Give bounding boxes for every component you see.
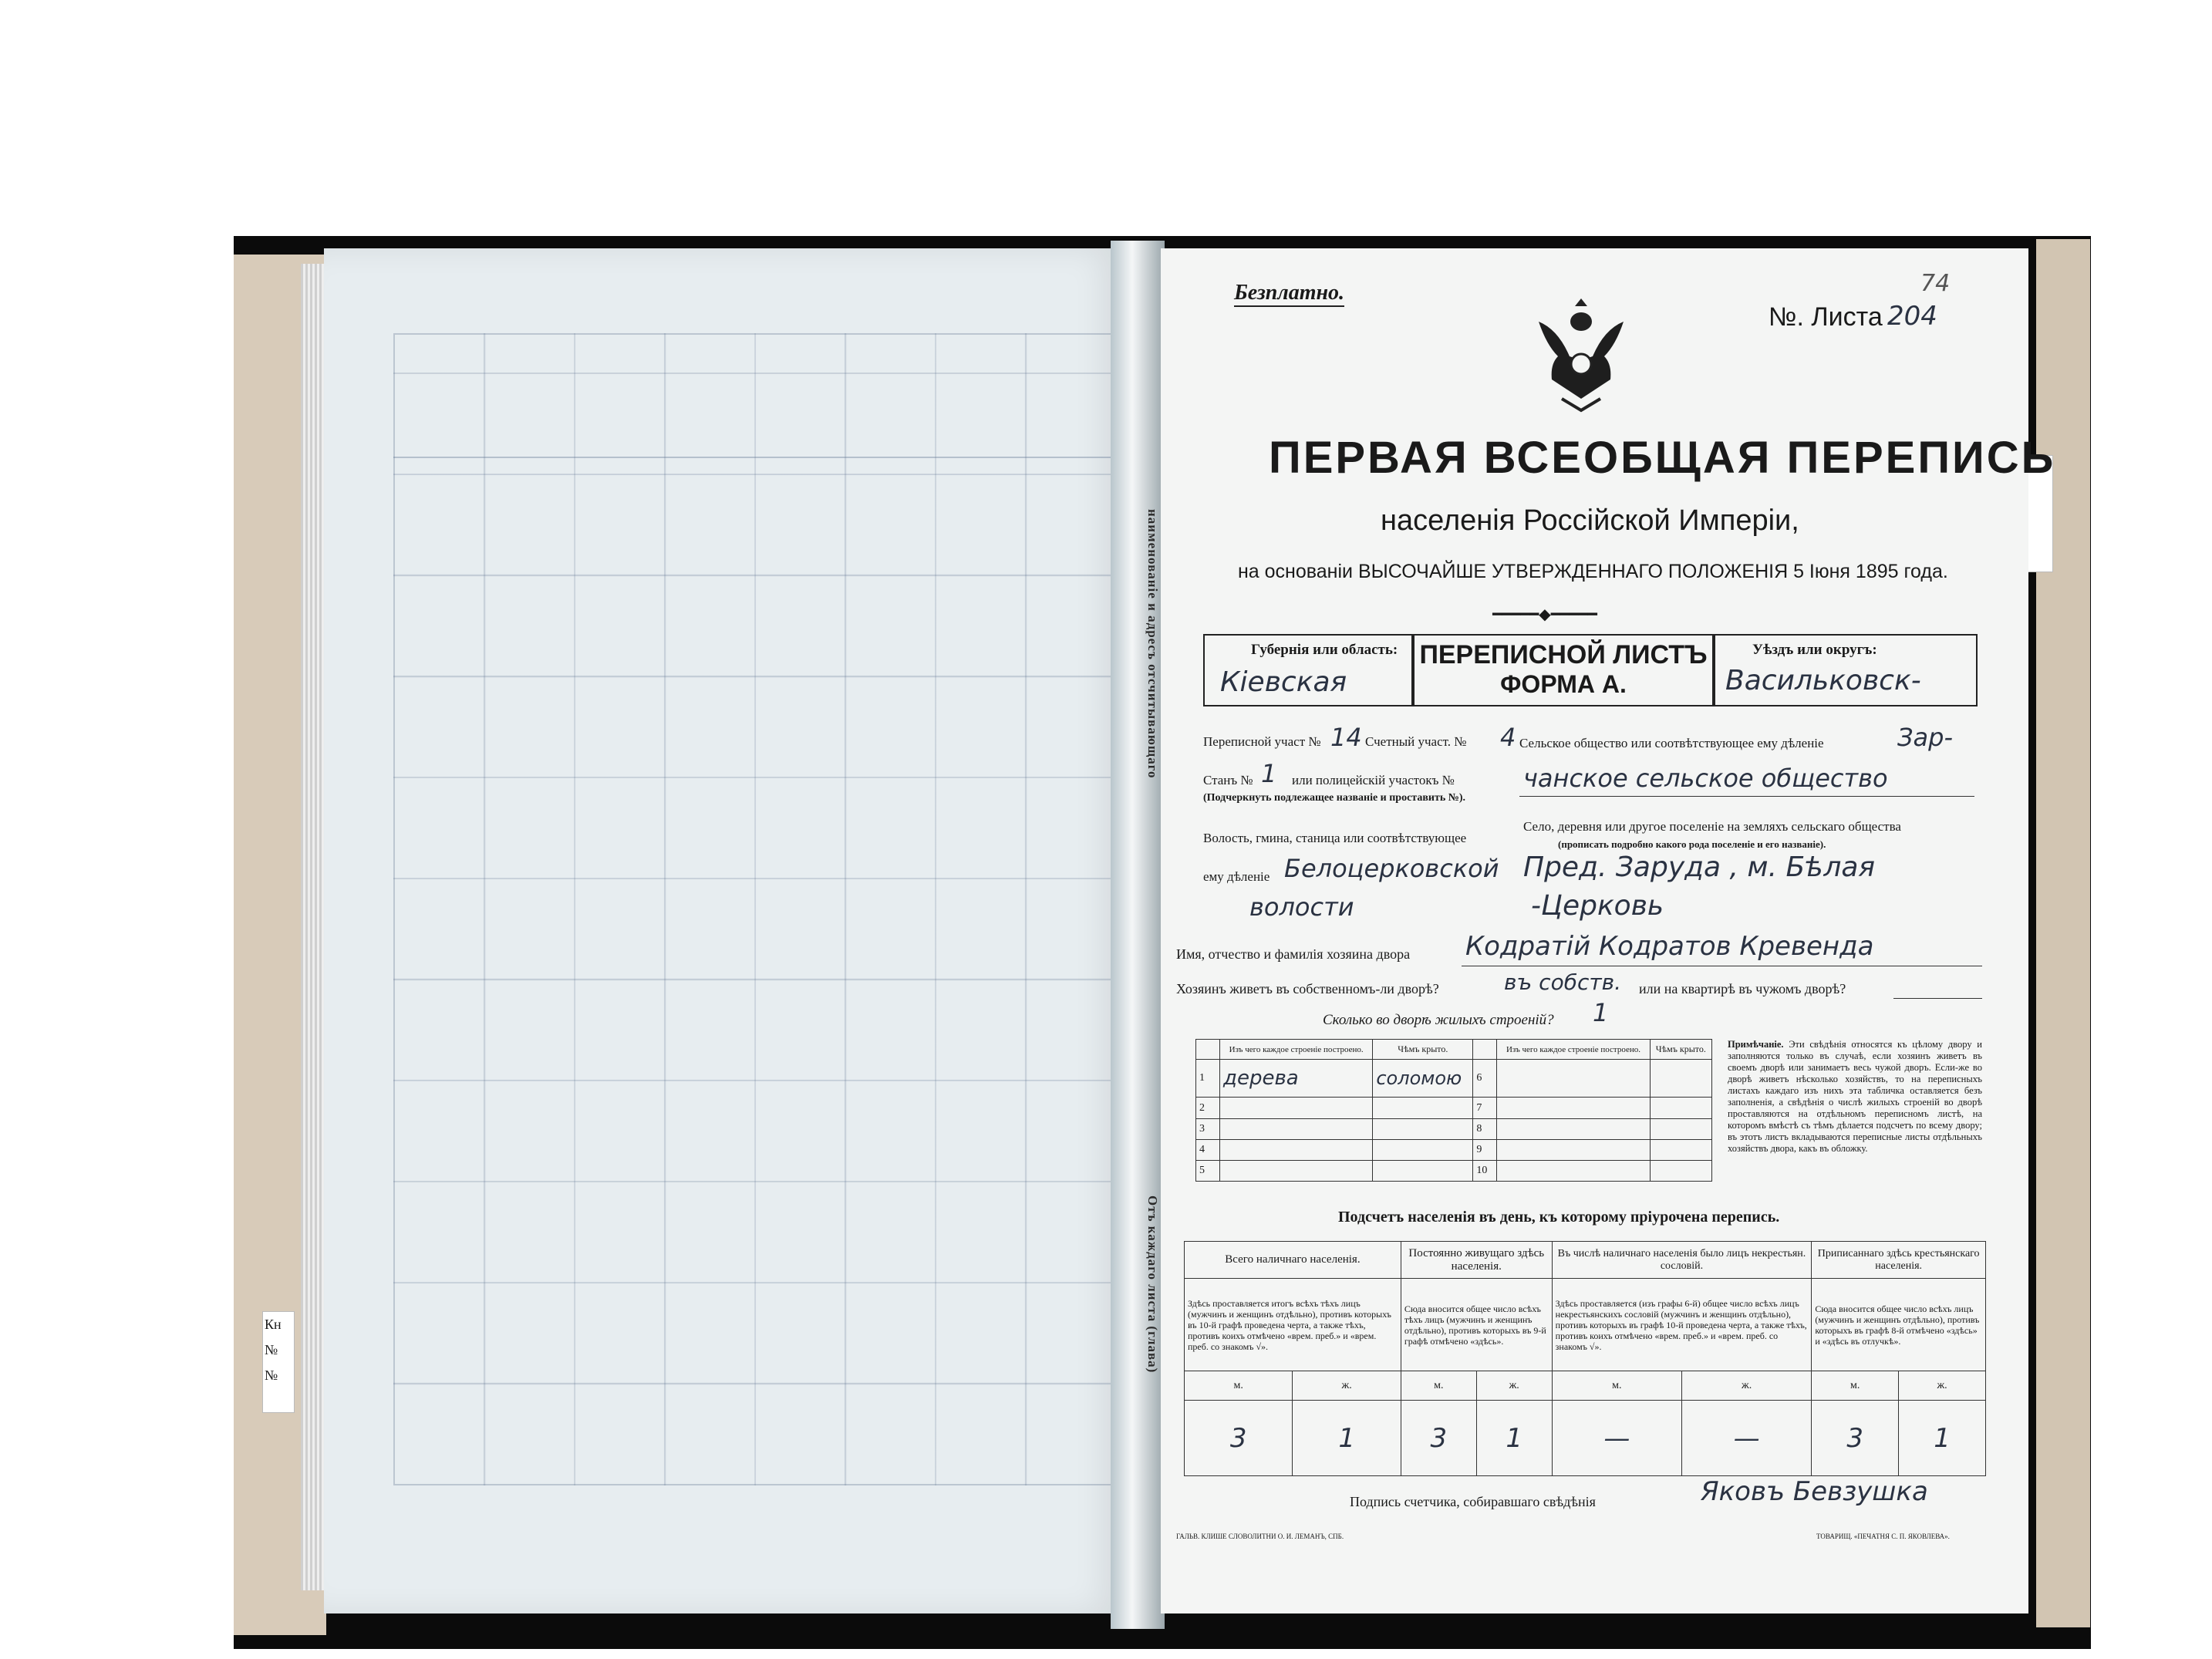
material-header: Изъ чего каждое строеніе построено. [1220, 1040, 1373, 1060]
total-present-note: Здѣсь проставляется итогъ всѣхъ тѣхъ лицъ (мужчинъ и женщинъ отдѣльно), противъ которыхъ въ 10-й графѣ проведена черта, а также тѣхъ, противъ коихъ отмѣчено «врем. преб.» и «врем. преб. со знакомъ √». [1185, 1279, 1401, 1371]
row1-roof: соломою [1373, 1060, 1473, 1098]
underline-note: (Подчеркнуть подлежащее названіе и проставить №). [1203, 792, 1465, 804]
count-value: 1 [1899, 1401, 1986, 1476]
count-title: Подсчетъ населенія въ день, къ которому пріурочена перепись. [1338, 1209, 1780, 1226]
signature-value: Яковъ Бевзушка [1701, 1476, 1928, 1507]
peasant-note: Сюда вносится общее число всѣхъ лицъ (мужчинъ и женщинъ отдѣльно), противъ которыхъ въ графѣ 8-й отмѣчено «здѣсь» и «здѣсь въ отлучкѣ». [1812, 1279, 1986, 1371]
non-peasant-header: Въ числѣ наличнаго населенія было лицъ некрестьян. сословій. [1552, 1242, 1812, 1279]
free-label: Безплатно. [1234, 281, 1344, 307]
row-number: 5 [1196, 1160, 1220, 1181]
village-value-1: Пред. Заруда , м. Бѣлая [1523, 851, 1876, 883]
row-number: 9 [1473, 1139, 1497, 1160]
census-form-page [1161, 248, 2056, 1613]
sheet-title-box [1411, 634, 1715, 706]
buildings-table [1195, 1039, 1712, 1182]
sheet-number-value: 204 [1887, 301, 1937, 332]
count-value: — [1681, 1401, 1811, 1476]
society-label: Сельское общество или соотвѣтствующее ему дѣленіе [1519, 736, 1824, 750]
non-peasant-note: Здѣсь проставляется (изъ графы 6-й) общее число всѣхъ лицъ некрестьянскихъ сословій (мужчинъ и женщинъ отдѣльно), противъ которыхъ въ графѣ 10-й проведена черта, а также тѣхъ, противъ коихъ отмѣчено «врем. преб.» и «врем. преб. со знакомъ √». [1552, 1279, 1812, 1371]
count-value: 3 [1812, 1401, 1899, 1476]
count-section-value: 4 [1500, 723, 1516, 752]
apartment-underline [1893, 998, 1982, 999]
printer-right: ТОВАРИЩ. «ПЕЧАТНЯ С. П. ЯКОВЛЕВА». [1816, 1533, 1950, 1540]
society-value-2: чанское сельское общество [1523, 764, 1888, 793]
sex-label: ж. [1899, 1371, 1986, 1401]
permanent-note: Сюда вносится общее число всѣхъ тѣхъ лицъ (мужчинъ и женщинъ отдѣльно), противъ которыхъ въ 9-й графѣ отмѣчено «здѣсь». [1401, 1279, 1552, 1371]
roof-header-2: Чѣмъ крыто. [1650, 1040, 1711, 1060]
material-header-2: Изъ чего каждое строеніе построено. [1497, 1040, 1650, 1060]
census-subtitle: населенія Россійской Имперіи, [1381, 504, 1799, 537]
row-number: 7 [1473, 1098, 1497, 1118]
count-section-label: Счетный участ. № [1365, 734, 1467, 749]
row-number: 1 [1196, 1060, 1220, 1098]
bleed-through-header [393, 333, 1118, 458]
owner-lives-value: въ собств. [1504, 969, 1622, 995]
row-number: 10 [1473, 1160, 1497, 1181]
regulation-line: на основаніи ВЫСОЧАЙШЕ УТВЕРЖДЕННАГО ПОЛОЖЕНІЯ 5 Іюня 1895 года. [1238, 561, 1948, 582]
village-value-2: -Церковь [1531, 890, 1664, 922]
count-value: — [1552, 1401, 1681, 1476]
volost-value-2: волости [1249, 892, 1354, 922]
owner-label: Имя, отчество и фамилія хозяина двора [1176, 946, 1411, 962]
page-stack-edge [301, 264, 324, 1590]
peasant-header: Приписаннаго здѣсь крестьянскаго населенія. [1812, 1242, 1986, 1279]
sex-label: м. [1401, 1371, 1476, 1401]
uezd-value: Васильковск- [1725, 665, 1921, 696]
roof-header: Чѣмъ крыто. [1373, 1040, 1473, 1060]
owner-value: Кодратій Кодратов Кревенда [1465, 931, 1874, 962]
uezd-label: Уѣздъ или округъ: [1752, 642, 1877, 658]
buildings-num-header-2 [1473, 1040, 1497, 1060]
printer-left: ГАЛЬВ. КЛИШЕ СЛОВОЛИТНИ О. И. ЛЕМАНЪ, СПБ. [1176, 1533, 1344, 1540]
ornament-divider: ━━━━━◆━━━━━ [1492, 606, 1597, 623]
row-number: 6 [1473, 1060, 1497, 1098]
society-underline [1519, 796, 1974, 797]
edge-card-left [262, 1311, 295, 1413]
signature-label: Подпись счетчика, собиравшаго свѣдѣнія [1350, 1494, 1596, 1509]
census-section-value: 14 [1330, 723, 1362, 752]
owner-lives-label: Хозяинъ живетъ въ собственномъ-ли дворѣ? [1176, 981, 1439, 996]
spine-label-bottom: Отъ каждаго листа (глава) [1145, 1195, 1160, 1374]
count-value: 1 [1476, 1401, 1552, 1476]
count-value: 3 [1185, 1401, 1293, 1476]
gubernia-box [1203, 634, 1415, 706]
row-number: 4 [1196, 1139, 1220, 1160]
apartment-label: или на квартирѣ въ чужомъ дворѣ? [1639, 981, 1846, 996]
stan-value: 1 [1261, 759, 1277, 788]
sex-label: ж. [1476, 1371, 1552, 1401]
left-page [324, 248, 1126, 1613]
book-gutter [1111, 241, 1165, 1629]
count-value: 3 [1401, 1401, 1476, 1476]
buildings-label: Сколько во дворѣ жилыхъ строеній? [1323, 1012, 1554, 1028]
volost-label-2: ему дѣленіе [1203, 869, 1270, 884]
sheet-number-label: №. Листа [1769, 302, 1883, 332]
buildings-num-header [1196, 1040, 1220, 1060]
buildings-note [1728, 1039, 1982, 1155]
volost-label: Волость, гмина, станица или соотвѣтствующее [1203, 831, 1467, 845]
buildings-value: 1 [1593, 998, 1609, 1027]
village-note: (прописать подробно какого рода поселеніе и его названіе). [1558, 838, 1826, 850]
population-count-table [1184, 1241, 1986, 1476]
spine-label-top: наименованіе и адресъ отсчитывающаго [1145, 509, 1160, 779]
gubernia-label: Губернія или область: [1251, 642, 1398, 658]
census-section-label: Переписной участ № [1203, 734, 1321, 749]
edge-card-text-3: № [265, 1367, 278, 1383]
row-number: 8 [1473, 1118, 1497, 1139]
uezd-box [1712, 634, 1978, 706]
edge-card-text-2: № [265, 1342, 278, 1357]
sex-label: ж. [1293, 1371, 1401, 1401]
sheet-title: ПЕРЕПИСНОЙ ЛИСТЪ [1419, 640, 1708, 669]
row-number: 3 [1196, 1118, 1220, 1139]
corner-page-number: 74 [1920, 270, 1951, 297]
gubernia-value: Кіевская [1220, 666, 1347, 698]
imperial-eagle-icon [1531, 291, 1631, 414]
bleed-through-grid [393, 333, 1121, 1485]
police-label: или полицейскій участокъ № [1292, 773, 1455, 787]
village-label: Село, деревня или другое поселеніе на земляхъ сельскаго общества [1523, 819, 1901, 834]
sex-label: м. [1552, 1371, 1681, 1401]
sex-label: м. [1812, 1371, 1899, 1401]
sex-label: ж. [1681, 1371, 1811, 1401]
permanent-header: Постоянно живущаго здѣсь населенія. [1401, 1242, 1552, 1279]
total-present-header: Всего наличнаго населенія. [1185, 1242, 1401, 1279]
edge-card-text-1: Кн [265, 1317, 282, 1332]
row1-material: дерева [1220, 1060, 1373, 1098]
note-title: Примѣчаніе. [1728, 1039, 1784, 1050]
stan-label: Станъ № [1203, 773, 1253, 787]
row-number: 2 [1196, 1098, 1220, 1118]
note-text: Эти свѣдѣнія относятся къ цѣлому двору и заполняются только въ случаѣ, если хозяинъ живетъ въ своемъ дворѣ или занимаетъ весь чужой дворъ. Если-же во дворѣ живетъ нѣсколько хозяйствъ, то на переписныхъ листахъ каждаго изъ нихъ эта табличка оставляется безъ заполненія, а свѣдѣнія о числѣ жилыхъ строеній во дворѣ проставляются на отдѣльномъ переписномъ листѣ, на которомъ вмѣстѣ съ тѣмъ дѣлается подсчетъ по всему двору; въ этотъ листъ вкладываются переписные листы отдѣльныхъ хозяйствъ двора, какъ въ обложку. [1728, 1039, 1982, 1154]
census-title: ПЕРВАЯ ВСЕОБЩАЯ ПЕРЕПИСЬ [1269, 433, 2056, 483]
sex-label: м. [1185, 1371, 1293, 1401]
form-title: ФОРМА А. [1500, 670, 1627, 698]
count-value: 1 [1293, 1401, 1401, 1476]
volost-value-1: Белоцерковской [1284, 854, 1499, 883]
society-value-1: Зар- [1897, 723, 1953, 752]
